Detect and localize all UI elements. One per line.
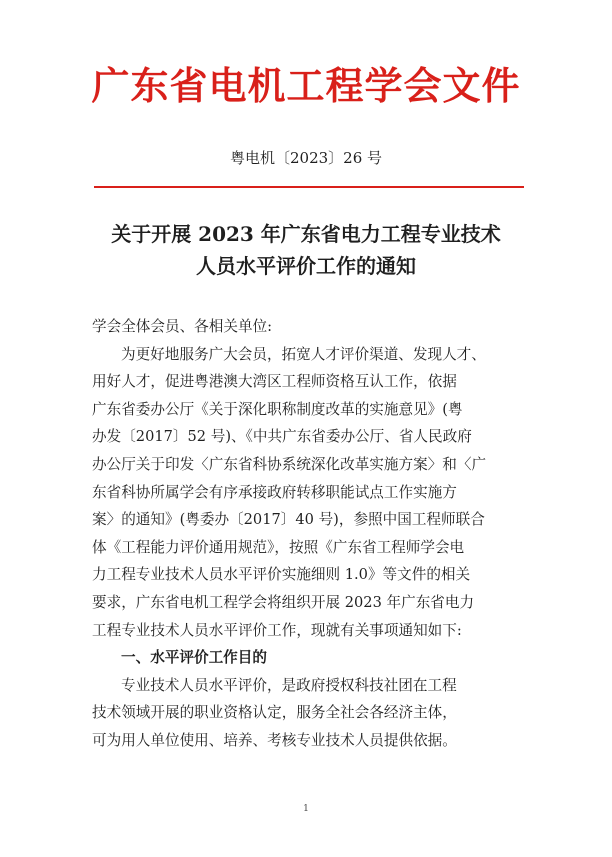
paragraph-1-line: 案〉的通知》(粤委办〔2017〕40 号)，参照中国工程师联合 bbox=[92, 511, 485, 529]
paragraph-1-line: 力工程专业技术人员水平评价实施细则 1.0》等文件的相关 bbox=[92, 566, 471, 584]
paragraph-1-line: 体《工程能力评价通用规范》，按照《广东省工程师学会电 bbox=[92, 538, 465, 556]
paragraph-1-line: 用好人才，促进粤港澳大湾区工程师资格互认工作，依据 bbox=[92, 373, 457, 391]
page-number: 1 bbox=[303, 804, 309, 814]
document-number: 粤电机〔2023〕26 号 bbox=[229, 149, 383, 167]
section-1-heading: 一、水平评价工作目的 bbox=[121, 649, 267, 667]
salutation: 学会全体会员、各相关单位: bbox=[92, 318, 273, 335]
paragraph-1-line: 工程专业技术人员水平评价工作，现就有关事项通知如下: bbox=[92, 621, 462, 639]
paragraph-1-line: 办发〔2017〕52 号)、《中共广东省委办公厅、省人民政府 bbox=[92, 428, 472, 446]
paragraph-1-line: 为更好地服务广大会员，拓宽人才评价渠道、发现人才、 bbox=[121, 345, 486, 363]
notice-body bbox=[92, 313, 532, 755]
paragraph-2-line: 专业技术人员水平评价，是政府授权科技社团在工程 bbox=[121, 676, 457, 694]
paragraph-1-line: 要求，广东省电机工程学会将组织开展 2023 年广东省电力 bbox=[92, 593, 475, 611]
paragraph-1-line: 办公厅关于印发〈广东省科协系统深化改革实施方案〉和〈广 bbox=[92, 455, 487, 473]
red-divider-line bbox=[94, 186, 524, 188]
paragraph-1-line: 广东省委办公厅《关于深化职称制度改革的实施意见》(粤 bbox=[92, 400, 463, 418]
notice-title-line-2: 人员水平评价工作的通知 bbox=[196, 254, 416, 278]
notice-title-line-1: 关于开展 2023 年广东省电力工程专业技术 bbox=[111, 222, 501, 246]
document-masthead: 广东省电机工程学会文件 bbox=[91, 64, 521, 108]
notice-title bbox=[60, 218, 552, 282]
paragraph-1-line: 东省科协所属学会有序承接政府转移职能试点工作实施方 bbox=[92, 483, 457, 501]
paragraph-2-line: 可为用人单位使用、培养、考核专业技术人员提供依据。 bbox=[92, 731, 457, 749]
paragraph-2-line: 技术领域开展的职业资格认定，服务全社会各经济主体， bbox=[92, 704, 457, 722]
